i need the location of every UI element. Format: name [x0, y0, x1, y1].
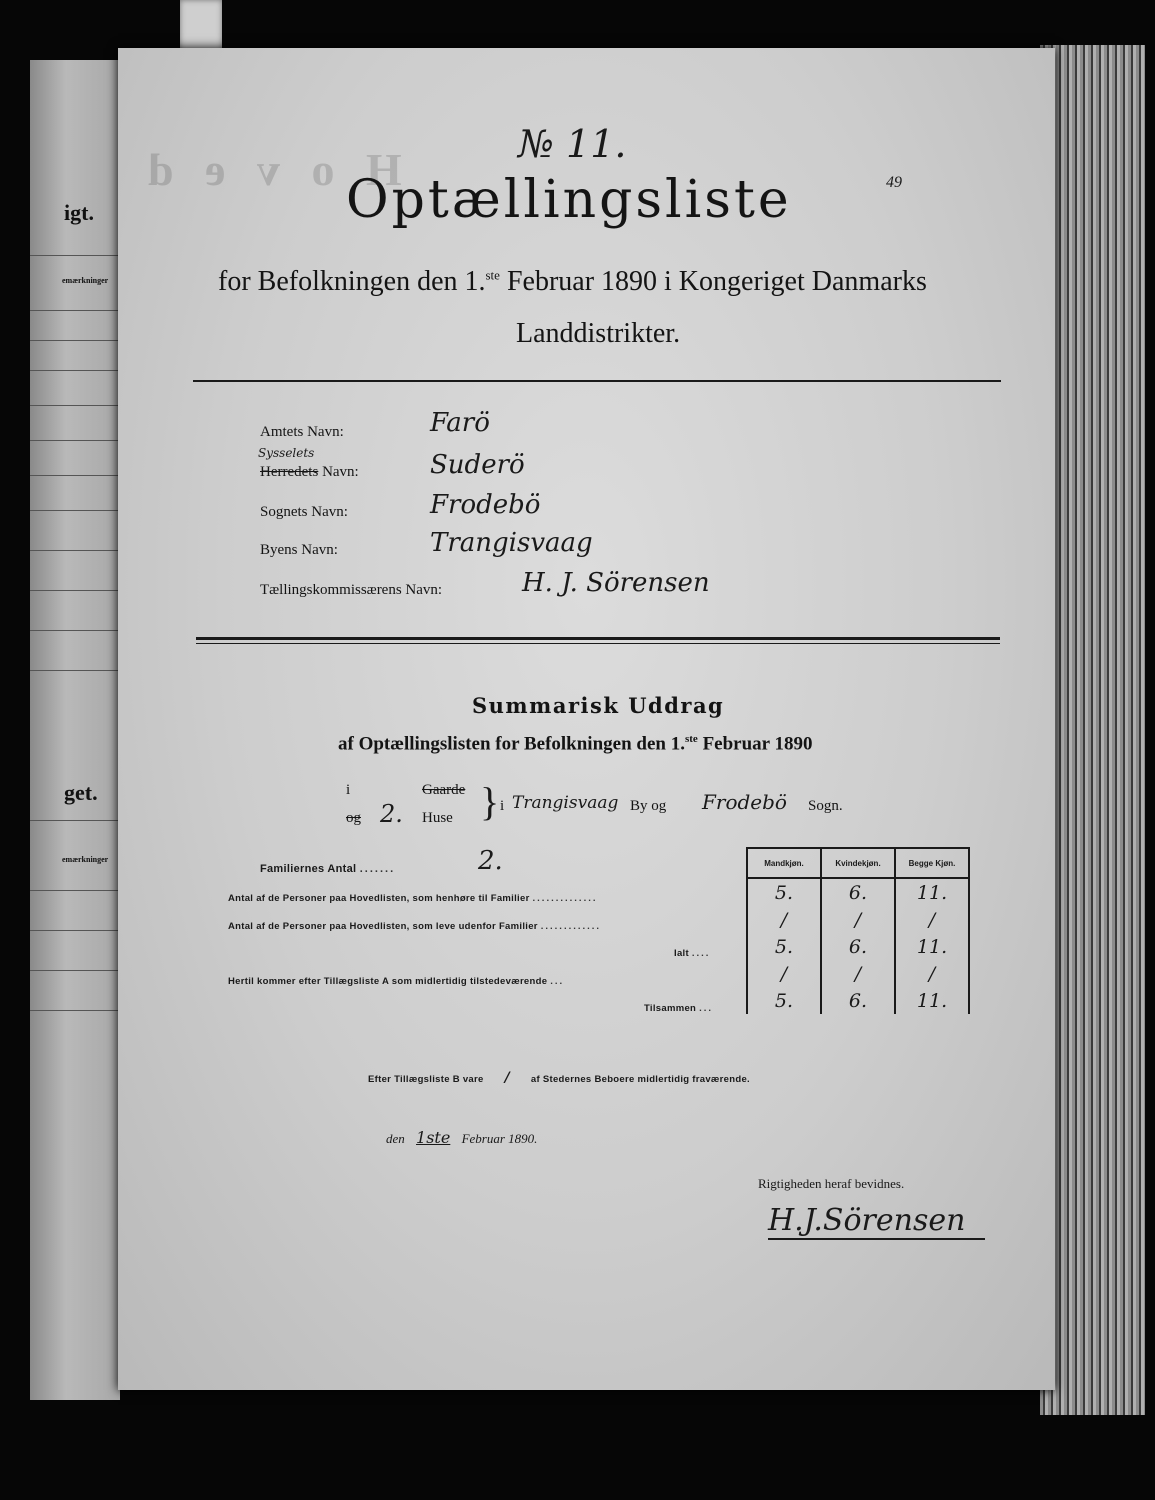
subtitle-line2: Landdistrikter. [516, 318, 681, 349]
row-label: Ialt .... [674, 948, 711, 959]
table-row [747, 906, 969, 933]
field-label-amt: Amtets Navn: [260, 424, 344, 440]
field-value-amt: Farö [430, 408, 490, 438]
row-text: Hertil kommer efter Tillægsliste A som midlertidig tilstedeværende [228, 976, 548, 987]
subheading-text: af Optællingslisten for Befolkningen den 1. [338, 733, 685, 755]
previous-page-strip [30, 60, 120, 1400]
field-label-sogn: Sognets Navn: [260, 504, 348, 520]
row-text: Tilsammen [644, 1003, 697, 1014]
table-cell: / [747, 960, 821, 987]
huse-count: 2. [380, 800, 403, 828]
subheading-text: Februar 1890 [697, 733, 813, 755]
tillaeg-b-line [368, 1070, 750, 1086]
divider [193, 380, 1001, 382]
col-header: Begge Kjøn. [895, 848, 969, 878]
table-cell: / [747, 906, 821, 933]
strip-small-text: emærkninger [62, 276, 109, 285]
row-text: Ialt [674, 948, 689, 959]
table-cell: 6. [821, 878, 895, 906]
census-page [118, 48, 1055, 1390]
date-rest: Februar 1890. [461, 1131, 538, 1146]
divider [196, 643, 1000, 644]
date-den: den [386, 1131, 405, 1146]
brace: } [480, 779, 500, 824]
table-cell: / [821, 960, 895, 987]
date-line [386, 1128, 537, 1147]
subtitle-superscript: ste [485, 267, 500, 283]
table-cell: 5. [747, 878, 821, 906]
date-day: 1ste [416, 1128, 451, 1147]
table-row [747, 960, 969, 987]
table-cell: 6. [821, 933, 895, 960]
list-number: № 11. [518, 122, 627, 166]
sogn-label: Sogn. [808, 798, 843, 814]
table-row [747, 987, 969, 1014]
tillaeg-b-post: af Stedernes Beboere midlertidig fraværende. [530, 1074, 750, 1085]
table-cell: / [895, 960, 969, 987]
page-title: Optællingsliste [346, 170, 792, 230]
familier-value: 2. [478, 846, 503, 876]
row-label: Tilsammen ... [644, 1003, 714, 1014]
strip-word: get. [64, 780, 98, 805]
table-cell: / [895, 906, 969, 933]
i-label: i [346, 782, 351, 798]
familier-text: Familiernes Antal [260, 863, 357, 875]
row-label: Hertil kommer efter Tillægsliste A som midlertidig tilstedeværende ... [228, 976, 565, 987]
table-cell: 5. [747, 987, 821, 1014]
table-cell: 5. [747, 933, 821, 960]
table-cell: / [821, 906, 895, 933]
field-label-herred: Herredets Navn: [260, 464, 359, 480]
signature: H.J.Sörensen [768, 1203, 985, 1240]
summary-heading: Summarisk Uddrag [472, 693, 725, 718]
tillaeg-b-pre: Efter Tillægsliste B vare [368, 1074, 484, 1085]
field-value-sogn: Frodebö [430, 490, 541, 520]
field-value-herred: Suderö [430, 450, 525, 480]
strip-small-text: emærkninger [62, 855, 109, 864]
tillaeg-b-value: / [504, 1070, 510, 1086]
subtitle-text: for Befolkningen den 1. [218, 266, 486, 297]
table-cell: 11. [895, 987, 969, 1014]
table-row [747, 878, 969, 906]
sogn-name: Frodebö [702, 790, 787, 814]
field-label-overwrite: Sysselets [258, 446, 315, 460]
table-header-row [747, 848, 969, 878]
gaarde-label: Gaarde [422, 782, 466, 798]
herred-struck: Herredets [260, 464, 319, 480]
field-value-by: Trangisvaag [430, 528, 593, 558]
by-name: Trangisvaag [512, 793, 619, 813]
by-label: By og [630, 798, 667, 814]
row-text: Antal af de Personer paa Hovedlisten, som henhøre til Familier [228, 893, 530, 904]
subtitle-line1 [218, 266, 927, 298]
field-label-kommissaer: Tællingskommissærens Navn: [260, 582, 443, 598]
page-edges [1040, 45, 1145, 1415]
strip-word: igt. [64, 200, 94, 225]
row-label: Antal af de Personer paa Hovedlisten, som henhøre til Familier .............. [228, 893, 598, 904]
field-value-kommissaer: H. J. Sörensen [522, 568, 710, 598]
og-label: og [346, 810, 361, 826]
bleed-through: H o v e d [138, 144, 402, 195]
table-cell: 11. [895, 878, 969, 906]
huse-label: Huse [422, 810, 453, 826]
divider [196, 637, 1000, 640]
row-label: Antal af de Personer paa Hovedlisten, som leve udenfor Familier ............. [228, 921, 602, 932]
table-cell: 6. [821, 987, 895, 1014]
row-text: Antal af de Personer paa Hovedlisten, som leve udenfor Familier [228, 921, 538, 932]
col-header: Kvindekjøn. [821, 848, 895, 878]
certification: Rigtigheden heraf bevidnes. [758, 1176, 905, 1191]
subheading-superscript: ste [684, 733, 698, 745]
by-pre: i [500, 798, 505, 814]
familier-label: Familiernes Antal ....... [260, 863, 396, 875]
col-header: Mandkjøn. [747, 848, 821, 878]
summary-subheading [338, 733, 813, 755]
subtitle-text: Februar 1890 i Kongeriget Danmarks [499, 266, 927, 297]
summary-table [746, 847, 970, 1014]
field-label-by: Byens Navn: [260, 542, 338, 558]
page-number: 49 [886, 174, 902, 191]
table-cell: 11. [895, 933, 969, 960]
table-row [747, 933, 969, 960]
